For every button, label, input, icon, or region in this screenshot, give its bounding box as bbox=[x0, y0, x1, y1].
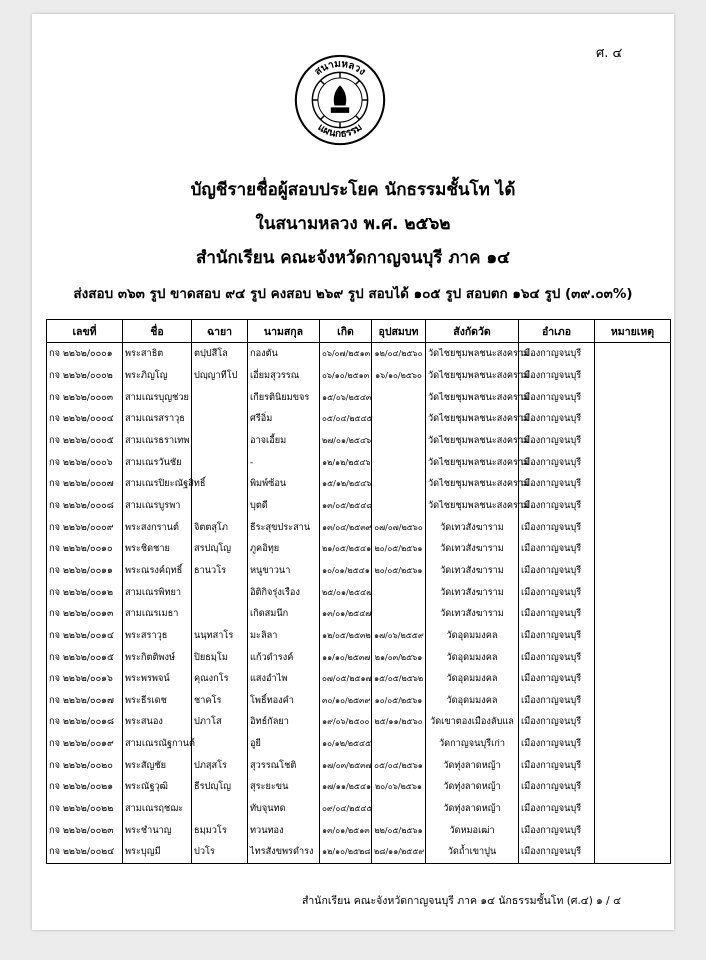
page-footer: สำนักเรียน คณะจังหวัดกาญจนบุรี ภาค ๑๔ นักธรรมชั้นโท (ศ.๔) ๑ / ๔ bbox=[302, 895, 622, 907]
cell-surname: ธีระสุขประสาน bbox=[248, 516, 320, 538]
cell-number: กจ ๒๒๖๒/๐๐๑๐ bbox=[47, 538, 123, 560]
cell-surname: บุตดี bbox=[248, 495, 320, 517]
cell-name: สามเณรพิทยา bbox=[123, 581, 192, 603]
cell-monk-name: คุณงกโร bbox=[192, 668, 248, 690]
table-row bbox=[47, 430, 671, 452]
cell-district: เมืองกาญจนบุรี bbox=[519, 668, 595, 690]
cell-surname: สุวรรณโชติ bbox=[248, 754, 320, 776]
cell-number: กจ ๒๒๖๒/๐๐๒๓ bbox=[47, 819, 123, 841]
cell-number: กจ ๒๒๖๒/๐๐๐๓ bbox=[47, 386, 123, 408]
cell-temple: วัดหมอเฒ่า bbox=[426, 819, 519, 841]
cell-birth-date: ๑๓/๐๑/๒๕๔๗ bbox=[320, 603, 372, 625]
cell-temple: วัดถ้ำเขาปูน bbox=[426, 841, 519, 863]
cell-name: สามเณรบูรพา bbox=[123, 495, 192, 517]
cell-temple: วัดเทวสังฆาราม bbox=[426, 581, 519, 603]
cell-remark bbox=[595, 343, 671, 365]
cell-temple: วัดไชยชุมพลชนะสงคราม bbox=[426, 408, 519, 430]
cell-remark bbox=[595, 733, 671, 755]
cell-temple: วัดอุดมมงคล bbox=[426, 668, 519, 690]
cell-birth-date: ๑๒/๐๕/๒๕๓๒ bbox=[320, 625, 372, 647]
cell-surname: สุระยะขน bbox=[248, 776, 320, 798]
cell-surname: แสงอำไพ bbox=[248, 668, 320, 690]
cell-ordination-date bbox=[372, 386, 426, 408]
cell-surname: ทวนทอง bbox=[248, 819, 320, 841]
cell-name: พระธีรเดช bbox=[123, 690, 192, 712]
cell-number: กจ ๒๒๖๒/๐๐๐๗ bbox=[47, 473, 123, 495]
cell-monk-name: จิตตสุโภ bbox=[192, 516, 248, 538]
title-line-2: ในสนามหลวง พ.ศ. ๒๕๖๒ bbox=[255, 214, 451, 234]
table-row bbox=[47, 733, 671, 755]
cell-ordination-date bbox=[372, 798, 426, 820]
cell-temple: วัดไชยชุมพลชนะสงคราม bbox=[426, 386, 519, 408]
table-row bbox=[47, 625, 671, 647]
cell-temple: วัดเทวสังฆาราม bbox=[426, 603, 519, 625]
cell-temple: วัดทุ่งลาดหญ้า bbox=[426, 754, 519, 776]
cell-number: กจ ๒๒๖๒/๐๐๒๑ bbox=[47, 776, 123, 798]
cell-remark bbox=[595, 841, 671, 863]
col-header-number: เลขที่ bbox=[47, 320, 123, 343]
cell-name: พระพรพจน์ bbox=[123, 668, 192, 690]
cell-district: เมืองกาญจนบุรี bbox=[519, 516, 595, 538]
cell-district: เมืองกาญจนบุรี bbox=[519, 819, 595, 841]
cell-monk-name: ปิยธมฺโม bbox=[192, 646, 248, 668]
cell-ordination-date: ๒๑/๐๓/๒๕๖๑ bbox=[372, 646, 426, 668]
cell-birth-date: ๑๑/๑๐/๒๕๓๗ bbox=[320, 646, 372, 668]
cell-temple: วัดเทวสังฆาราม bbox=[426, 538, 519, 560]
cell-temple: วัดเขาตองเมืองลับแล bbox=[426, 711, 519, 733]
cell-birth-date: ๒๕/๐๑/๒๕๔๗ bbox=[320, 581, 372, 603]
cell-temple: วัดไชยชุมพลชนะสงคราม bbox=[426, 343, 519, 365]
cell-remark bbox=[595, 538, 671, 560]
cell-birth-date: ๑๓/๐๕/๒๕๔๘ bbox=[320, 495, 372, 517]
cell-ordination-date: ๒๐/๐๖/๒๕๖๑ bbox=[372, 776, 426, 798]
col-header-district: อำเภอ bbox=[519, 320, 595, 343]
cell-birth-date: ๑๕/๐๖/๒๕๔๓ bbox=[320, 386, 372, 408]
cell-name: พระภิญโญ bbox=[123, 365, 192, 387]
col-header-remark: หมายเหตุ bbox=[595, 320, 671, 343]
cell-ordination-date: ๒๐/๐๕/๒๕๖๑ bbox=[372, 560, 426, 582]
cell-birth-date: ๐๕/๐๔/๒๕๔๕ bbox=[320, 408, 372, 430]
title-line-3: สำนักเรียน คณะจังหวัดกาญจนบุรี ภาค ๑๔ bbox=[195, 248, 511, 268]
table-row bbox=[47, 711, 671, 733]
cell-number: กจ ๒๒๖๒/๐๐๑๙ bbox=[47, 733, 123, 755]
table-row bbox=[47, 581, 671, 603]
table-row bbox=[47, 754, 671, 776]
cell-temple: วัดทุ่งลาดหญ้า bbox=[426, 776, 519, 798]
table-row bbox=[47, 386, 671, 408]
cell-name: พระสงกรานต์ bbox=[123, 516, 192, 538]
cell-monk-name bbox=[192, 603, 248, 625]
cell-name: พระณัฐวุฒิ bbox=[123, 776, 192, 798]
cell-temple: วัดเทวสังฆาราม bbox=[426, 560, 519, 582]
cell-remark bbox=[595, 430, 671, 452]
cell-ordination-date: ๐๗/๐๗/๒๕๖๐ bbox=[372, 516, 426, 538]
cell-monk-name: ปวโร bbox=[192, 841, 248, 863]
cell-remark bbox=[595, 386, 671, 408]
cell-district: เมืองกาญจนบุรี bbox=[519, 408, 595, 430]
cell-remark bbox=[595, 798, 671, 820]
cell-temple: วัดอุดมมงคล bbox=[426, 625, 519, 647]
cell-temple: วัดอุดมมงคล bbox=[426, 690, 519, 712]
cell-number: กจ ๒๒๖๒/๐๐๑๔ bbox=[47, 625, 123, 647]
table-row bbox=[47, 668, 671, 690]
cell-temple: วัดไชยชุมพลชนะสงคราม bbox=[426, 495, 519, 517]
cell-number: กจ ๒๒๖๒/๐๐๑๘ bbox=[47, 711, 123, 733]
cell-ordination-date: ๑๒/๐๔/๒๕๖๐ bbox=[372, 343, 426, 365]
cell-surname: มะลิลา bbox=[248, 625, 320, 647]
cell-district: เมืองกาญจนบุรี bbox=[519, 646, 595, 668]
cell-name: สามเณรธราเทพ bbox=[123, 430, 192, 452]
cell-surname: เอี่ยมสุวรรณ bbox=[248, 365, 320, 387]
cell-surname: แก้วดำรงค์ bbox=[248, 646, 320, 668]
cell-ordination-date: ๒๕/๑๑/๒๕๖๐ bbox=[372, 711, 426, 733]
cell-monk-name bbox=[192, 386, 248, 408]
cell-name: พระสนอง bbox=[123, 711, 192, 733]
cell-district: เมืองกาญจนบุรี bbox=[519, 711, 595, 733]
table-row bbox=[47, 365, 671, 387]
col-header-monk-name: ฉายา bbox=[192, 320, 248, 343]
cell-temple: วัดไชยชุมพลชนะสงคราม bbox=[426, 430, 519, 452]
cell-ordination-date bbox=[372, 733, 426, 755]
table-row bbox=[47, 560, 671, 582]
cell-surname: ภูคอิทุย bbox=[248, 538, 320, 560]
cell-ordination-date: ๐๕/๐๔/๒๕๖๑ bbox=[372, 754, 426, 776]
cell-surname: อูยี bbox=[248, 733, 320, 755]
cell-monk-name: ธมฺมวโร bbox=[192, 819, 248, 841]
cell-name: สามเณรบุญช่วย bbox=[123, 386, 192, 408]
cell-temple: วัดไชยชุมพลชนะสงคราม bbox=[426, 365, 519, 387]
cell-temple: วัดกาญจนบุรีเก่า bbox=[426, 733, 519, 755]
svg-text:แผนกธรรม: แผนกธรรม bbox=[315, 122, 365, 140]
cell-number: กจ ๒๒๖๒/๐๐๐๒ bbox=[47, 365, 123, 387]
cell-monk-name bbox=[192, 581, 248, 603]
table-row bbox=[47, 451, 671, 473]
cell-name: พระชำนาญ bbox=[123, 819, 192, 841]
cell-ordination-date: ๒๘/๑๑/๒๕๕๙ bbox=[372, 841, 426, 863]
cell-monk-name bbox=[192, 408, 248, 430]
cell-remark bbox=[595, 668, 671, 690]
cell-number: กจ ๒๒๖๒/๐๐๐๘ bbox=[47, 495, 123, 517]
cell-name: สามเณรณัฐกานต์ bbox=[123, 733, 192, 755]
cell-surname: เกิดสมนึก bbox=[248, 603, 320, 625]
cell-monk-name: ธานวโร bbox=[192, 560, 248, 582]
table-row bbox=[47, 603, 671, 625]
cell-name: สามเณรปิยะณัฐสิทธิ์ bbox=[123, 473, 192, 495]
cell-name: สามเณรเมธา bbox=[123, 603, 192, 625]
cell-birth-date: ๑๓/๐๔/๒๕๓๙ bbox=[320, 516, 372, 538]
cell-name: พระสราวุธ bbox=[123, 625, 192, 647]
table-row bbox=[47, 819, 671, 841]
exam-summary: ส่งสอบ ๓๖๓ รูป ขาดสอบ ๙๔ รูป คงสอบ ๒๖๙ รูป สอบได้ ๑๐๕ รูป สอบตก ๑๖๔ รูป (๓๙.๐๓%) bbox=[73, 286, 633, 302]
form-code: ศ. ๔ bbox=[596, 46, 623, 61]
cell-number: กจ ๒๒๖๒/๐๐๑๑ bbox=[47, 560, 123, 582]
cell-ordination-date bbox=[372, 451, 426, 473]
cell-surname: ศรีอิ่ม bbox=[248, 408, 320, 430]
cell-district: เมืองกาญจนบุรี bbox=[519, 754, 595, 776]
cell-monk-name: ชาคโร bbox=[192, 690, 248, 712]
cell-number: กจ ๒๒๖๒/๐๐๑๕ bbox=[47, 646, 123, 668]
cell-ordination-date: ๒๒/๐๕/๒๕๖๑ bbox=[372, 819, 426, 841]
cell-ordination-date bbox=[372, 581, 426, 603]
cell-remark bbox=[595, 690, 671, 712]
cell-number: กจ ๒๒๖๒/๐๐๒๒ bbox=[47, 798, 123, 820]
table-row bbox=[47, 473, 671, 495]
cell-ordination-date bbox=[372, 473, 426, 495]
table-header-row bbox=[47, 320, 671, 343]
cell-district: เมืองกาญจนบุรี bbox=[519, 430, 595, 452]
cell-ordination-date: ๑๐/๐๕/๒๕๖๑ bbox=[372, 690, 426, 712]
cell-birth-date: ๑๗/๑๑/๒๕๔๑ bbox=[320, 776, 372, 798]
cell-remark bbox=[595, 603, 671, 625]
table-row bbox=[47, 841, 671, 863]
cell-remark bbox=[595, 754, 671, 776]
cell-monk-name: ตปฺปสีโล bbox=[192, 343, 248, 365]
cell-birth-date: ๑๙/๐๖/๒๕๐๐ bbox=[320, 711, 372, 733]
cell-district: เมืองกาญจนบุรี bbox=[519, 538, 595, 560]
document-page bbox=[32, 14, 674, 930]
cell-district: เมืองกาญจนบุรี bbox=[519, 733, 595, 755]
cell-district: เมืองกาญจนบุรี bbox=[519, 841, 595, 863]
cell-birth-date: ๐๙/๐๔/๒๕๔๕ bbox=[320, 798, 372, 820]
cell-temple: วัดทุ่งลาดหญ้า bbox=[426, 798, 519, 820]
cell-birth-date: ๐๖/๐๗/๒๕๑๓ bbox=[320, 343, 372, 365]
cell-monk-name bbox=[192, 430, 248, 452]
cell-number: กจ ๒๒๖๒/๐๐๒๔ bbox=[47, 841, 123, 863]
col-header-name: ชื่อ bbox=[123, 320, 192, 343]
cell-remark bbox=[595, 711, 671, 733]
sanam-luang-seal bbox=[294, 54, 386, 146]
cell-district: เมืองกาญจนบุรี bbox=[519, 343, 595, 365]
cell-remark bbox=[595, 625, 671, 647]
table-row bbox=[47, 798, 671, 820]
cell-remark bbox=[595, 581, 671, 603]
cell-name: พระชิดชาย bbox=[123, 538, 192, 560]
cell-district: เมืองกาญจนบุรี bbox=[519, 473, 595, 495]
cell-temple: วัดไชยชุมพลชนะสงคราม bbox=[426, 451, 519, 473]
cell-temple: วัดเทวสังฆาราม bbox=[426, 516, 519, 538]
col-header-birth: เกิด bbox=[320, 320, 372, 343]
cell-birth-date: ๑๗/๐๓/๒๕๓๗ bbox=[320, 754, 372, 776]
cell-remark bbox=[595, 365, 671, 387]
cell-monk-name bbox=[192, 733, 248, 755]
cell-surname: หนูขาวนา bbox=[248, 560, 320, 582]
cell-ordination-date bbox=[372, 408, 426, 430]
cell-surname: อาจเอี้ยม bbox=[248, 430, 320, 452]
table-row bbox=[47, 343, 671, 365]
cell-district: เมืองกาญจนบุรี bbox=[519, 581, 595, 603]
title-line-1: บัญชีรายชื่อผู้สอบประโยค นักธรรมชั้นโท ได้ bbox=[190, 180, 516, 200]
cell-birth-date: ๒๗/๐๑/๒๕๔๖ bbox=[320, 430, 372, 452]
cell-name: สามเณรสราวุธ bbox=[123, 408, 192, 430]
cell-birth-date: ๑๒/๑๐/๒๕๒๘ bbox=[320, 841, 372, 863]
table-row bbox=[47, 495, 671, 517]
cell-name: สามเณรวันชัย bbox=[123, 451, 192, 473]
cell-monk-name: ธีรปญฺโญ bbox=[192, 776, 248, 798]
cell-surname: โพธิ์ทองคำ bbox=[248, 690, 320, 712]
table-row bbox=[47, 690, 671, 712]
cell-remark bbox=[595, 473, 671, 495]
cell-name: พระณรงค์ฤทธิ์ bbox=[123, 560, 192, 582]
cell-number: กจ ๒๒๖๒/๐๐๑๗ bbox=[47, 690, 123, 712]
cell-surname: อิติกิจรุ่งเรือง bbox=[248, 581, 320, 603]
cell-surname: เกียรตินิยมขจร bbox=[248, 386, 320, 408]
cell-number: กจ ๒๒๖๒/๐๐๐๔ bbox=[47, 408, 123, 430]
cell-district: เมืองกาญจนบุรี bbox=[519, 625, 595, 647]
cell-district: เมืองกาญจนบุรี bbox=[519, 603, 595, 625]
table-row bbox=[47, 538, 671, 560]
cell-remark bbox=[595, 451, 671, 473]
table-row bbox=[47, 776, 671, 798]
cell-surname: กองตัน bbox=[248, 343, 320, 365]
cell-ordination-date: ๑๖/๑๐/๒๕๖๐ bbox=[372, 365, 426, 387]
cell-surname: ไทรสังขพรดำรง bbox=[248, 841, 320, 863]
cell-birth-date: ๓๐/๑๐/๒๕๓๙ bbox=[320, 690, 372, 712]
cell-birth-date: ๑๐/๐๑/๒๕๔๑ bbox=[320, 560, 372, 582]
cell-number: กจ ๒๒๖๒/๐๐๑๒ bbox=[47, 581, 123, 603]
cell-remark bbox=[595, 646, 671, 668]
cell-district: เมืองกาญจนบุรี bbox=[519, 495, 595, 517]
cell-ordination-date: ๑๕/๐๕/๒๕๖๒ bbox=[372, 668, 426, 690]
cell-ordination-date bbox=[372, 603, 426, 625]
cell-remark bbox=[595, 408, 671, 430]
cell-surname: อิทธ์กัลยา bbox=[248, 711, 320, 733]
cell-birth-date: ๐๗/๐๕/๒๕๑๗ bbox=[320, 668, 372, 690]
table-row bbox=[47, 516, 671, 538]
cell-surname: - bbox=[248, 451, 320, 473]
cell-monk-name: นนฺทสาโร bbox=[192, 625, 248, 647]
cell-monk-name: สรปญฺโญ bbox=[192, 538, 248, 560]
cell-district: เมืองกาญจนบุรี bbox=[519, 690, 595, 712]
cell-ordination-date bbox=[372, 495, 426, 517]
cell-monk-name: ปภสฺสโร bbox=[192, 754, 248, 776]
cell-remark bbox=[595, 776, 671, 798]
cell-number: กจ ๒๒๖๒/๐๐๐๕ bbox=[47, 430, 123, 452]
cell-number: กจ ๒๒๖๒/๐๐๐๖ bbox=[47, 451, 123, 473]
cell-surname: ทับจุนทด bbox=[248, 798, 320, 820]
cell-birth-date: ๑๐/๑๒/๒๕๔๕ bbox=[320, 733, 372, 755]
cell-number: กจ ๒๒๖๒/๐๐๑๖ bbox=[47, 668, 123, 690]
cell-district: เมืองกาญจนบุรี bbox=[519, 798, 595, 820]
cell-remark bbox=[595, 516, 671, 538]
cell-district: เมืองกาญจนบุรี bbox=[519, 776, 595, 798]
cell-number: กจ ๒๒๖๒/๐๐๑๓ bbox=[47, 603, 123, 625]
cell-monk-name bbox=[192, 451, 248, 473]
cell-remark bbox=[595, 560, 671, 582]
roster-table bbox=[46, 319, 671, 864]
cell-monk-name: ปญฺญาทีโป bbox=[192, 365, 248, 387]
cell-number: กจ ๒๒๖๒/๐๐๒๐ bbox=[47, 754, 123, 776]
cell-birth-date: ๐๖/๑๐/๒๕๑๓ bbox=[320, 365, 372, 387]
cell-district: เมืองกาญจนบุรี bbox=[519, 386, 595, 408]
cell-number: กจ ๒๒๖๒/๐๐๐๙ bbox=[47, 516, 123, 538]
cell-district: เมืองกาญจนบุรี bbox=[519, 560, 595, 582]
cell-name: พระสาธิต bbox=[123, 343, 192, 365]
cell-name: พระกิตติพงษ์ bbox=[123, 646, 192, 668]
col-header-surname: นามสกุล bbox=[248, 320, 320, 343]
cell-surname: พิมพ์ซ้อน bbox=[248, 473, 320, 495]
cell-number: กจ ๒๒๖๒/๐๐๐๑ bbox=[47, 343, 123, 365]
cell-district: เมืองกาญจนบุรี bbox=[519, 451, 595, 473]
col-header-temple: สังกัดวัด bbox=[426, 320, 519, 343]
cell-birth-date: ๑๒/๑๒/๒๕๔๖ bbox=[320, 451, 372, 473]
cell-monk-name bbox=[192, 798, 248, 820]
cell-ordination-date: ๑๗/๐๖/๒๕๕๙ bbox=[372, 625, 426, 647]
cell-birth-date: ๒๑/๐๕/๒๕๔๑ bbox=[320, 538, 372, 560]
cell-ordination-date: ๒๐/๐๕/๒๕๖๑ bbox=[372, 538, 426, 560]
col-header-ordination: อุปสมบท bbox=[372, 320, 426, 343]
cell-temple: วัดไชยชุมพลชนะสงคราม bbox=[426, 473, 519, 495]
cell-name: พระสัญชัย bbox=[123, 754, 192, 776]
cell-monk-name bbox=[192, 495, 248, 517]
table-row bbox=[47, 646, 671, 668]
cell-temple: วัดอุดมมงคล bbox=[426, 646, 519, 668]
cell-remark bbox=[595, 495, 671, 517]
cell-ordination-date bbox=[372, 430, 426, 452]
cell-monk-name: ปภาโส bbox=[192, 711, 248, 733]
table-row bbox=[47, 408, 671, 430]
cell-district: เมืองกาญจนบุรี bbox=[519, 365, 595, 387]
cell-name: พระบุญมี bbox=[123, 841, 192, 863]
svg-text:สนามหลวง: สนามหลวง bbox=[312, 58, 368, 78]
cell-remark bbox=[595, 819, 671, 841]
cell-birth-date: ๑๓/๐๑/๒๕๑๓ bbox=[320, 819, 372, 841]
cell-birth-date: ๑๕/๑๒/๒๕๔๖ bbox=[320, 473, 372, 495]
cell-name: สามเณรฤชฌะ bbox=[123, 798, 192, 820]
